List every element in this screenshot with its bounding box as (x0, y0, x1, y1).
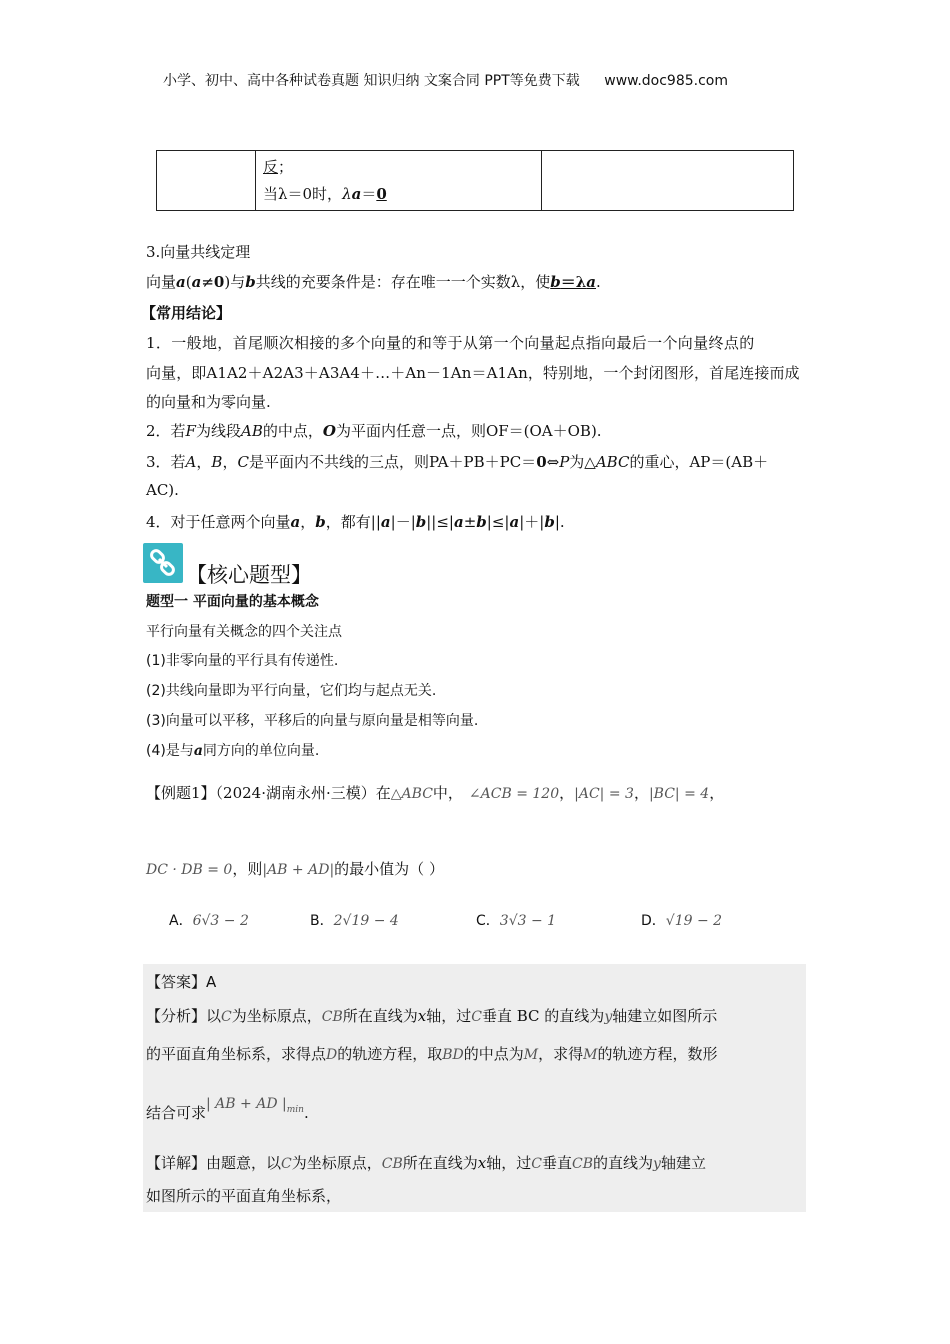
core-point-1: (1)非零向量的平行具有传递性. (146, 653, 339, 669)
conclusion-1-line2: 向量，即A1A2＋A2A3＋A3A4＋…＋An－1An＝A1An，特别地，一个封闭图形，首尾连接而成 (146, 364, 800, 382)
type1-title: 题型一 平面向量的基本概念 (146, 594, 319, 610)
conclusion-3-line1: 3．若A，B，C是平面内不共线的三点，则PA＋PB＋PC＝0⇔P为△ABC的重心，AP＝(AB＋ (146, 453, 769, 471)
conclusion-2: 2．若F为线段AB的中点，O为平面内任意一点，则OF＝(OA＋OB). (146, 422, 602, 440)
analysis-line3: 结合可求| AB + AD $|^{min}$. (146, 1096, 309, 1122)
example-1-line2: DC · DB = 0，则|AB + AD|的最小值为（ ） (146, 860, 444, 878)
core-point-4: (4)是与a同方向的单位向量. (146, 743, 320, 759)
conclusion-4: 4．对于任意两个向量a，b，都有||a|－|b||≤|a±b|≤|a|＋|b|. (146, 513, 565, 531)
detail-line1: 【详解】由题意，以C为坐标原点，CB所在直线为x轴，过C垂直CB的直线为y轴建立 (146, 1154, 706, 1172)
answer-line: 【答案】A (146, 973, 217, 991)
collinear-theorem: 向量a(a≠0)与b共线的充要条件是：存在唯一一个实数λ，使b＝λa. (146, 273, 601, 291)
section-title: 3.向量共线定理 (146, 243, 251, 261)
answer-box (143, 964, 806, 1212)
link-icon (143, 543, 183, 583)
core-title: 【核心题型】 (186, 563, 312, 587)
conclusion-1-line1: 1．一般地，首尾顺次相接的多个向量的和等于从第一个向量起点指向最后一个向量终点的 (146, 334, 755, 352)
table-cell-line1: 反； (263, 158, 294, 176)
option-b[interactable]: B．2√19 − 4 (310, 913, 399, 929)
table-divider (541, 151, 542, 210)
conclusion-3-line2: AC). (146, 481, 179, 499)
conclusions-heading: 【常用结论】 (141, 304, 232, 322)
header-left-text: 小学、初中、高中各种试卷真题 知识归纳 文案合同 PPT等免费下载 (163, 73, 580, 89)
continuation-table (156, 150, 794, 211)
option-d[interactable]: D．√19 − 2 (641, 913, 723, 929)
analysis-line1: 【分析】以C为坐标原点，CB所在直线为x轴，过C垂直 BC 的直线为y轴建立如图所示 (146, 1007, 718, 1025)
core-point-2: (2)共线向量即为平行向量，它们均与起点无关. (146, 683, 437, 699)
header-text (163, 70, 728, 90)
detail-line2: 如图所示的平面直角坐标系， (146, 1187, 342, 1205)
example-1-line1: 【例题1】（2024·湖南永州·三模）在△ABC中， ∠ACB = 120，|AC| = 3，|BC| = 4， (146, 784, 725, 802)
table-cell-line2: 当λ＝0时，λa＝0 (263, 185, 387, 203)
conclusion-1-line3: 的向量和为零向量. (146, 393, 271, 411)
analysis-line2: 的平面直角坐标系，求得点D的轨迹方程，取BD的中点为M，求得M的轨迹方程，数形 (146, 1045, 718, 1063)
core-intro: 平行向量有关概念的四个关注点 (146, 624, 342, 640)
header-site: www.doc985.com (604, 73, 728, 89)
table-divider (255, 151, 256, 210)
option-c[interactable]: C．3√3 − 1 (476, 913, 557, 929)
core-point-3: (3)向量可以平移，平移后的向量与原向量是相等向量. (146, 713, 479, 729)
option-a[interactable]: A．6√3 − 2 (169, 913, 249, 929)
